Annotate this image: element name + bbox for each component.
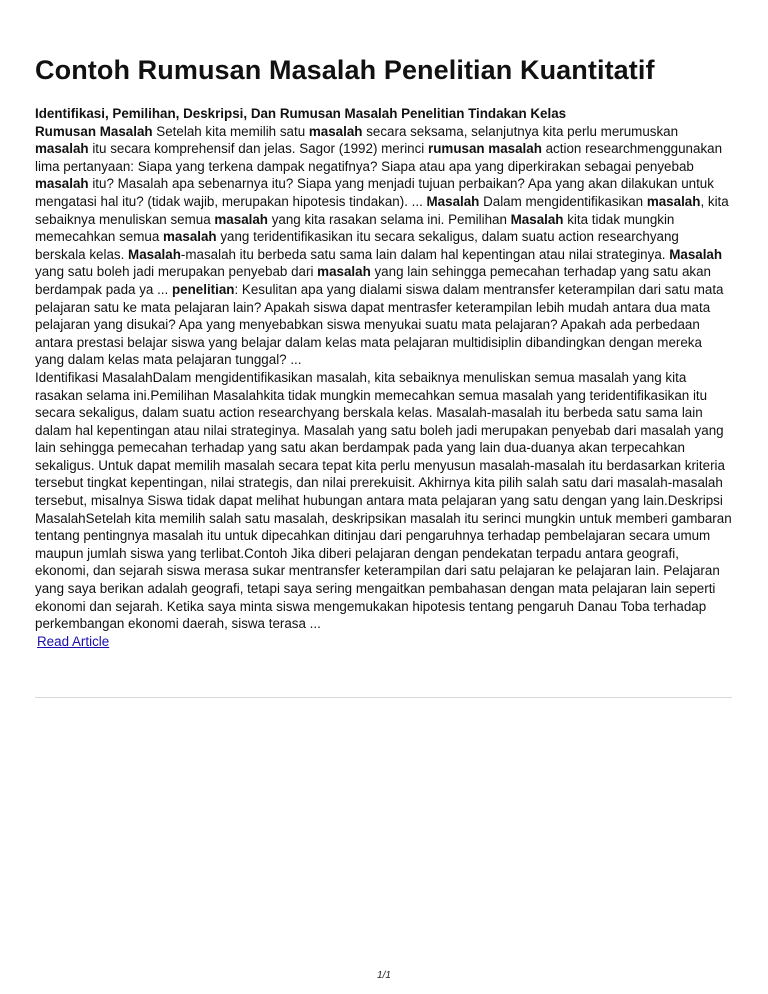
page-title: Contoh Rumusan Masalah Penelitian Kuantitatif bbox=[35, 55, 655, 85]
keyword-highlight: Masalah bbox=[426, 193, 480, 209]
section-divider bbox=[35, 697, 732, 698]
keyword-highlight: Masalah bbox=[510, 211, 564, 227]
keyword-highlight: masalah bbox=[35, 141, 89, 157]
keyword-highlight: masalah bbox=[646, 193, 701, 209]
keyword-highlight: Rumusan Masalah bbox=[35, 123, 153, 139]
page-number: 1/1 bbox=[377, 970, 391, 981]
article-excerpt: Rumusan Masalah Setelah kita memilih satu masalah secara seksama, selanjutnya kita perlu merumuskan masalah itu secara komprehensif dan jelas. Sagor (1992) merinci rumusan masalah action researchmenggunakan lima pertanyaan: Siapa yang terkena dampak negatifnya? Siapa atau apa yang diperkirakan sebagai penyebab masalah itu? Masalah apa sebenarnya itu? Siapa yang menjadi tujuan perbaikan? Apa yang akan dilakukan untuk mengatasi hal itu? (tidak wajib, merupakan hipotesis tindakan). ... Masalah Dalam mengidentifikasikan masalah, kita sebaiknya menuliskan semua masalah yang kita rasakan selama ini. Pemilihan Masalah kita tidak mungkin memecahkan semua masalah yang teridentifikasikan itu secara sekaligus, dalam suatu action researchyang berskala kelas. Masalah-masalah itu berbeda satu sama lain dalam hal kepentingan atau nilai strateginya. Masalah yang satu boleh jadi merupakan penyebab dari masalah yang lain sehingga pemecahan terhadap yang satu akan berdampak pada ya ... penelitian: Kesulitan apa yang dialami siswa dalam mentransfer keterampilan dari satu mata pelajaran satu ke mata pelajaran lain? Apakah siswa dapat mentrasfer keterampilan lebih mudah antara dua mata pelajaran yang disukai? Apa yang menyebabkan siswa menyukai suatu mata pelajaran? Apakah ada perbedaan antara prestasi belajar siswa yang belajar dalam kelas mata pelajaran multidisiplin dibandingkan dengan mereka yang dalam kelas mata pelajaran tunggal? ... bbox=[35, 123, 729, 368]
keyword-highlight: Masalah bbox=[128, 246, 181, 262]
keyword-highlight: masalah bbox=[163, 229, 217, 245]
keyword-highlight: Masalah bbox=[669, 246, 723, 262]
article-heading: Identifikasi, Pemilihan, Deskripsi, Dan Rumusan Masalah Penelitian Tindakan Kelas bbox=[35, 106, 567, 121]
keyword-highlight: masalah bbox=[35, 176, 89, 192]
article-entry bbox=[35, 105, 732, 650]
keyword-highlight: masalah bbox=[317, 264, 371, 280]
keyword-highlight: masalah bbox=[214, 211, 268, 227]
keyword-highlight: rumusan masalah bbox=[428, 141, 542, 157]
read-article-link[interactable]: Read Article bbox=[37, 633, 110, 649]
keyword-highlight: penelitian bbox=[171, 281, 235, 297]
article-body: Identifikasi MasalahDalam mengidentifikasikan masalah, kita sebaiknya menuliskan semua masalah yang kita rasakan selama ini.Pemilihan Masalahkita tidak mungkin memecahkan semua masalah yang teridentifikasikan itu secara sekaligus, dalam suatu action researchyang berskala kelas. Masalah-masalah itu berbeda satu sama lain dalam hal kepentingan atau nilai strateginya. Masalah yang satu boleh jadi merupakan penyebab dari masalah yang lain sehingga pemecahan terhadap yang satu akan berdampak pada yang lain dua-duanya akan terpecahkan sekaligus. Untuk dapat memilih masalah secara tepat kita perlu menyusun masalah-masalah itu berdasarkan kriteria tersebut tingkat kepentingan, nilai strategis, dan nilai prerekuisit. Akhirnya kita pilih salah satu dari masalah-masalah tersebut, misalnya Siswa tidak dapat melihat hubungan antara mata pelajaran yang satu dengan yang lain.Deskripsi MasalahSetelah kita memilih salah satu masalah, deskripsikan masalah itu serinci mungkin untuk memberi gambaran tentang pentingnya masalah itu untuk dipecahkan ditinjau dari pengaruhnya terhadap pembelajaran secara umum maupun jumlah siswa yang terlibat.Contoh Jika diberi pelajaran dengan pendekatan terpadu antara geografi, ekonomi, dan sejarah siswa merasa sukar mentransfer keterampilan dari satu pelajaran ke pelajaran lain. Pelajaran yang saya berikan adalah geografi, tetapi saya sering mengaitkan pembahasan dengan mata pelajaran lain seperti ekonomi dan sejarah. Ketika saya minta siswa mengemukakan hipotesis tentang pengaruh Danau Toba terhadap perkembangan ekonomi daerah, siswa terasa ... bbox=[35, 369, 732, 632]
keyword-highlight: masalah bbox=[308, 123, 363, 139]
